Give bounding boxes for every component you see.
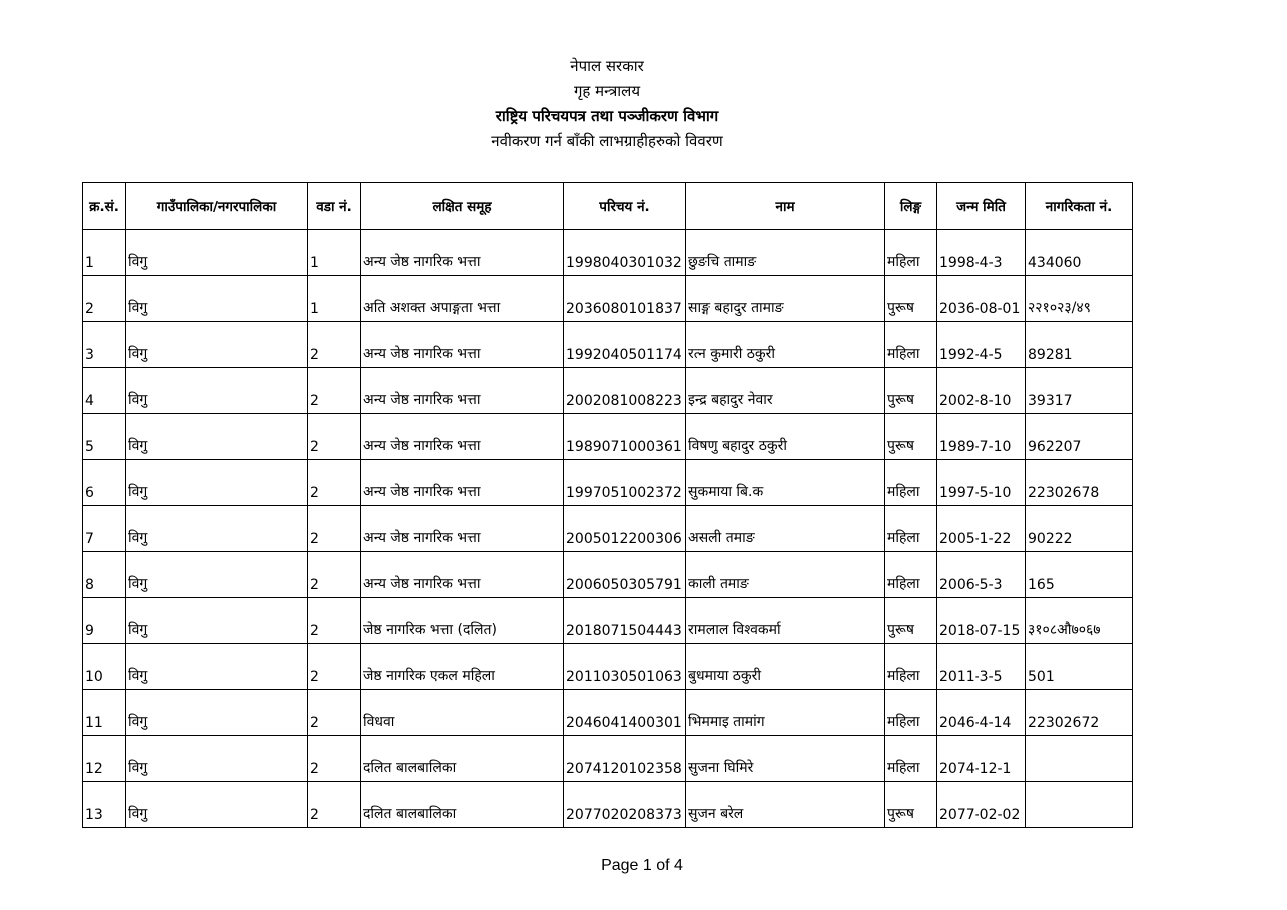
cell-municipality: विगु [126, 782, 308, 828]
cell-citizenship-no: 165 [1026, 552, 1133, 598]
cell-citizenship-no [1026, 736, 1133, 782]
cell-gender: पुरूष [885, 598, 937, 644]
cell-ward-no: 2 [308, 552, 361, 598]
cell-citizenship-no: 962207 [1026, 414, 1133, 460]
cell-municipality: विगु [126, 552, 308, 598]
cell-serial-no: 1 [83, 230, 126, 276]
cell-id-no: 2005012200306 [564, 506, 686, 552]
cell-gender: महिला [885, 506, 937, 552]
column-header-serial-no: क्र.सं. [83, 183, 126, 230]
cell-name: रत्न कुमारी ठकुरी [686, 322, 885, 368]
cell-name: विषणु बहादुर ठकुरी [686, 414, 885, 460]
cell-target-group: अन्य जेष्ठ नागरिक भत्ता [361, 552, 564, 598]
cell-ward-no: 2 [308, 506, 361, 552]
cell-serial-no: 8 [83, 552, 126, 598]
cell-citizenship-no: 89281 [1026, 322, 1133, 368]
cell-id-no: 2046041400301 [564, 690, 686, 736]
cell-birth-date: 2046-4-14 [937, 690, 1026, 736]
cell-ward-no: 2 [308, 782, 361, 828]
cell-municipality: विगु [126, 506, 308, 552]
table-row [83, 644, 1133, 690]
cell-target-group: जेष्ठ नागरिक भत्ता (दलित) [361, 598, 564, 644]
table-header-row [83, 183, 1133, 230]
cell-municipality: विगु [126, 230, 308, 276]
table-row [83, 460, 1133, 506]
cell-citizenship-no: ३१०८औ७०६७ [1026, 598, 1133, 644]
cell-citizenship-no: 22302678 [1026, 460, 1133, 506]
table-row [83, 552, 1133, 598]
table-body [83, 230, 1133, 828]
cell-name: रामलाल विश्वकर्मा [686, 598, 885, 644]
beneficiary-table [82, 182, 1133, 828]
cell-name: सुजना घिमिरे [686, 736, 885, 782]
cell-birth-date: 1989-7-10 [937, 414, 1026, 460]
cell-name: भिममाइ तामांग [686, 690, 885, 736]
column-header-ward-no: वडा नं. [308, 183, 361, 230]
table-row [83, 230, 1133, 276]
cell-gender: पुरूष [885, 414, 937, 460]
cell-municipality: विगु [126, 414, 308, 460]
cell-id-no: 2006050305791 [564, 552, 686, 598]
cell-ward-no: 2 [308, 690, 361, 736]
column-header-target-group: लक्षित समूह [361, 183, 564, 230]
cell-name: छुङचि तामाङ [686, 230, 885, 276]
table-row [83, 506, 1133, 552]
cell-gender: महिला [885, 644, 937, 690]
cell-gender: पुरूष [885, 276, 937, 322]
cell-id-no: 2077020208373 [564, 782, 686, 828]
cell-target-group: अति अशक्त अपाङ्गता भत्ता [361, 276, 564, 322]
cell-gender: महिला [885, 460, 937, 506]
cell-municipality: विगु [126, 736, 308, 782]
cell-name: असली तमाङ [686, 506, 885, 552]
column-header-citizenship-no: नागरिकता नं. [1026, 183, 1133, 230]
cell-citizenship-no: 39317 [1026, 368, 1133, 414]
cell-ward-no: 2 [308, 414, 361, 460]
cell-target-group: अन्य जेष्ठ नागरिक भत्ता [361, 322, 564, 368]
cell-id-no: 1992040501174 [564, 322, 686, 368]
document-header [0, 54, 1214, 154]
cell-target-group: अन्य जेष्ठ नागरिक भत्ता [361, 506, 564, 552]
cell-name: साङ्ग बहादुर तामाङ [686, 276, 885, 322]
cell-target-group: जेष्ठ नागरिक एकल महिला [361, 644, 564, 690]
page-number: Page 1 of 4 [601, 857, 683, 874]
cell-municipality: विगु [126, 368, 308, 414]
cell-serial-no: 2 [83, 276, 126, 322]
cell-ward-no: 2 [308, 368, 361, 414]
cell-birth-date: 2005-1-22 [937, 506, 1026, 552]
cell-gender: महिला [885, 230, 937, 276]
cell-birth-date: 2006-5-3 [937, 552, 1026, 598]
cell-ward-no: 1 [308, 230, 361, 276]
cell-id-no: 2074120102358 [564, 736, 686, 782]
cell-gender: महिला [885, 552, 937, 598]
cell-gender: महिला [885, 736, 937, 782]
cell-gender: पुरूष [885, 368, 937, 414]
cell-municipality: विगु [126, 598, 308, 644]
cell-citizenship-no: 22302672 [1026, 690, 1133, 736]
cell-birth-date: 2011-3-5 [937, 644, 1026, 690]
table-row [83, 276, 1133, 322]
cell-ward-no: 2 [308, 736, 361, 782]
cell-name: इन्द्र बहादुर नेवार [686, 368, 885, 414]
ministry-title: गृह मन्त्रालय [573, 82, 641, 100]
cell-birth-date: 2077-02-02 [937, 782, 1026, 828]
cell-birth-date: 2036-08-01 [937, 276, 1026, 322]
cell-id-no: 2002081008223 [564, 368, 686, 414]
cell-citizenship-no [1026, 782, 1133, 828]
column-header-name: नाम [686, 183, 885, 230]
cell-serial-no: 3 [83, 322, 126, 368]
column-header-municipality: गाउँपालिका/नगरपालिका [126, 183, 308, 230]
cell-serial-no: 12 [83, 736, 126, 782]
cell-id-no: 1989071000361 [564, 414, 686, 460]
cell-birth-date: 2074-12-1 [937, 736, 1026, 782]
cell-serial-no: 13 [83, 782, 126, 828]
cell-ward-no: 1 [308, 276, 361, 322]
table-row [83, 414, 1133, 460]
cell-municipality: विगु [126, 460, 308, 506]
cell-municipality: विगु [126, 644, 308, 690]
cell-name: बुधमाया ठकुरी [686, 644, 885, 690]
cell-serial-no: 5 [83, 414, 126, 460]
cell-target-group: दलित बालबालिका [361, 782, 564, 828]
cell-birth-date: 1997-5-10 [937, 460, 1026, 506]
cell-target-group: अन्य जेष्ठ नागरिक भत्ता [361, 414, 564, 460]
cell-citizenship-no: २२१०२३/४९ [1026, 276, 1133, 322]
table-row [83, 368, 1133, 414]
cell-ward-no: 2 [308, 598, 361, 644]
table-row [83, 690, 1133, 736]
cell-municipality: विगु [126, 276, 308, 322]
cell-target-group: अन्य जेष्ठ नागरिक भत्ता [361, 368, 564, 414]
cell-id-no: 2011030501063 [564, 644, 686, 690]
cell-target-group: अन्य जेष्ठ नागरिक भत्ता [361, 230, 564, 276]
table-row [83, 598, 1133, 644]
cell-gender: महिला [885, 322, 937, 368]
cell-name: सुजन बरेल [686, 782, 885, 828]
cell-gender: पुरूष [885, 782, 937, 828]
cell-serial-no: 7 [83, 506, 126, 552]
cell-serial-no: 4 [83, 368, 126, 414]
cell-birth-date: 1998-4-3 [937, 230, 1026, 276]
cell-serial-no: 6 [83, 460, 126, 506]
cell-citizenship-no: 90222 [1026, 506, 1133, 552]
cell-serial-no: 11 [83, 690, 126, 736]
table-row [83, 322, 1133, 368]
cell-citizenship-no: 501 [1026, 644, 1133, 690]
cell-id-no: 2036080101837 [564, 276, 686, 322]
cell-birth-date: 2018-07-15 [937, 598, 1026, 644]
government-title: नेपाल सरकार [570, 57, 644, 75]
column-header-id-no: परिचय नं. [564, 183, 686, 230]
cell-id-no: 2018071504443 [564, 598, 686, 644]
cell-gender: महिला [885, 690, 937, 736]
table-row [83, 736, 1133, 782]
cell-citizenship-no: 434060 [1026, 230, 1133, 276]
department-title: राष्ट्रिय परिचयपत्र तथा पञ्जीकरण विभाग [495, 107, 719, 125]
cell-name: सुकमाया बि.क [686, 460, 885, 506]
document-title: नवीकरण गर्न बाँकी लाभग्राहीहरुको विवरण [491, 132, 723, 150]
cell-ward-no: 2 [308, 322, 361, 368]
cell-ward-no: 2 [308, 460, 361, 506]
cell-name: काली तमाङ [686, 552, 885, 598]
column-header-birth-date: जन्म मिति [937, 183, 1026, 230]
cell-target-group: दलित बालबालिका [361, 736, 564, 782]
table-row [83, 782, 1133, 828]
cell-municipality: विगु [126, 322, 308, 368]
column-header-gender: लिङ्ग [885, 183, 937, 230]
cell-id-no: 1997051002372 [564, 460, 686, 506]
cell-id-no: 1998040301032 [564, 230, 686, 276]
cell-birth-date: 1992-4-5 [937, 322, 1026, 368]
cell-target-group: अन्य जेष्ठ नागरिक भत्ता [361, 460, 564, 506]
cell-birth-date: 2002-8-10 [937, 368, 1026, 414]
cell-municipality: विगु [126, 690, 308, 736]
cell-target-group: विधवा [361, 690, 564, 736]
cell-serial-no: 10 [83, 644, 126, 690]
cell-serial-no: 9 [83, 598, 126, 644]
cell-ward-no: 2 [308, 644, 361, 690]
